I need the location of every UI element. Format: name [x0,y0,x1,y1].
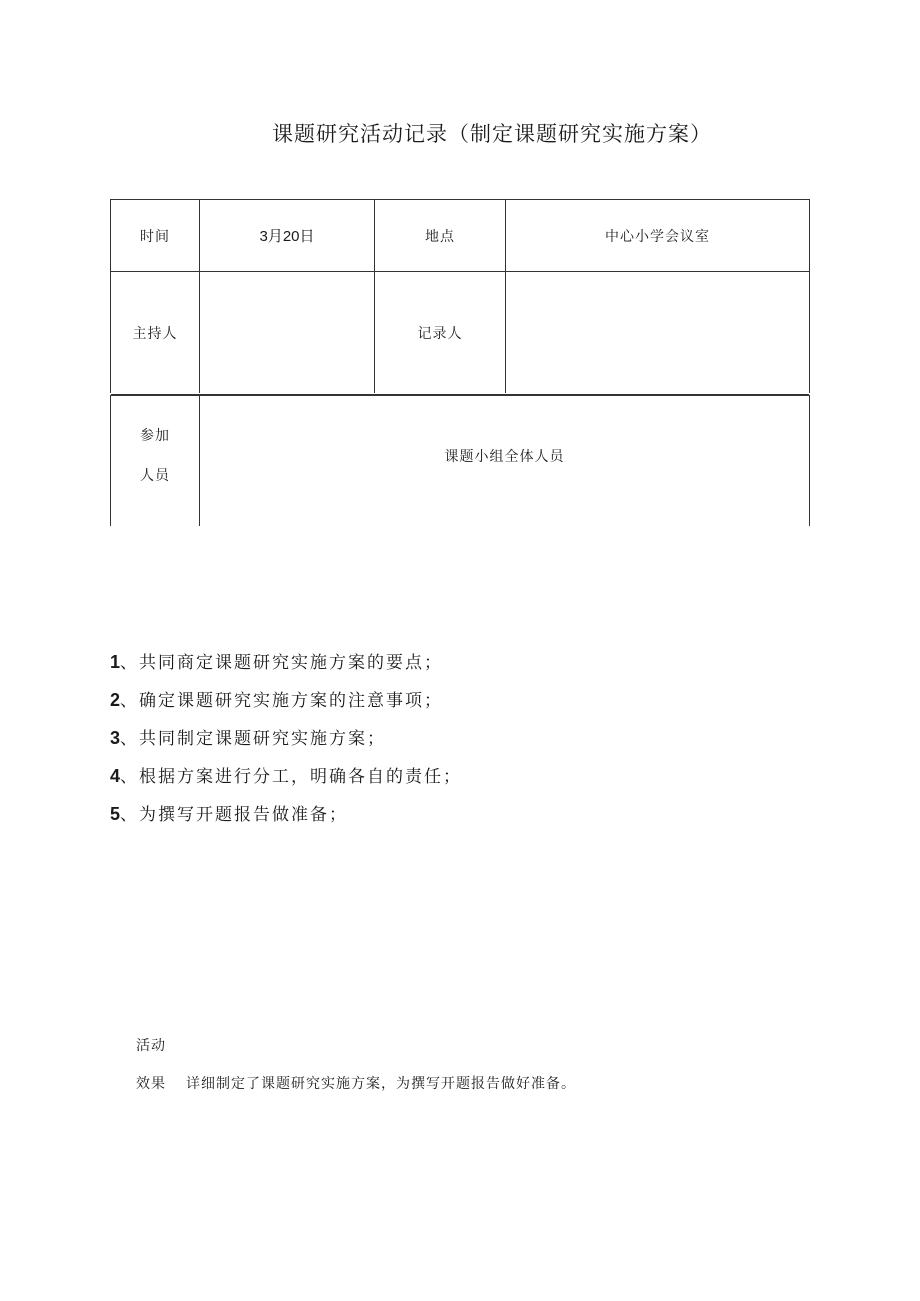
host-label: 主持人 [132,325,178,342]
effect-label-line2: 效果 [136,1076,166,1092]
agenda-item-text: 、共同商定课题研究实施方案的要点； [120,653,444,673]
participants-value: 课题小组全体人员 [199,396,809,526]
table-row-host [110,271,810,393]
agenda-item-number: 1 [110,652,121,672]
agenda-item [110,761,462,799]
agenda-item-number: 4 [110,766,121,786]
agenda-item [110,647,462,685]
effect-label-line1: 活动 [136,1038,166,1054]
recorder-value [505,272,809,393]
agenda-item-text: 、为撰写开题报告做准备； [120,805,349,825]
agenda-item-text: 、共同制定课题研究实施方案； [120,729,387,749]
participants-label-line1: 参加 [140,428,170,444]
table-row-time [110,199,810,271]
table-row-participants [110,395,810,526]
agenda-item [110,799,462,837]
agenda-item-number: 3 [110,728,121,748]
location-value: 中心小学会议室 [505,200,809,271]
document-title: 课题研究活动记录（制定课题研究实施方案） [272,122,712,146]
agenda-item-text: 、根据方案进行分工，明确各自的责任； [120,767,463,787]
agenda-item-number: 2 [110,690,121,710]
agenda-item-number: 5 [110,804,121,824]
recorder-label: 记录人 [374,272,505,393]
participants-label-line2: 人员 [140,468,170,484]
time-label: 时间 [140,228,170,245]
location-label: 地点 [374,200,505,271]
agenda-item [110,685,462,723]
time-value: 3月20日 [199,200,374,271]
effect-row [136,1073,576,1093]
record-table [110,199,810,526]
agenda-list [110,647,462,837]
effect-text: 详细制定了课题研究实施方案，为撰写开题报告做好准备。 [186,1076,576,1092]
agenda-item-text: 、确定课题研究实施方案的注意事项； [120,691,444,711]
host-value [199,272,374,393]
agenda-item [110,723,462,761]
participants-label [111,396,199,526]
